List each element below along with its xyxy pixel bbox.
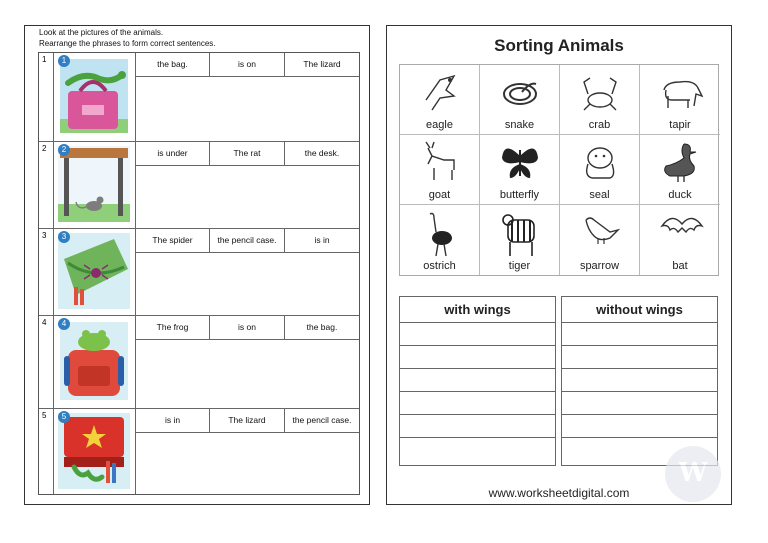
phrase-cell: is on: [210, 316, 285, 340]
answer-area[interactable]: [136, 77, 359, 141]
sentence-row: [39, 141, 359, 228]
animal-card-eagle: [400, 65, 480, 135]
without-wings-answer-line[interactable]: [562, 323, 717, 346]
phrase-cell: The frog: [136, 316, 210, 340]
row-number: 4: [39, 316, 54, 408]
phrase-cell: is on: [210, 53, 285, 77]
phrase-cell: the bag.: [285, 316, 359, 340]
phrase-cell: the bag.: [136, 53, 210, 77]
animal-card-tiger: [480, 205, 560, 275]
with-wings-answer-line[interactable]: [400, 415, 555, 438]
animal-label: eagle: [426, 119, 453, 131]
animal-label: snake: [504, 119, 535, 131]
phrase-cell: The spider: [136, 229, 210, 253]
answer-area[interactable]: [136, 166, 359, 228]
row-badge: 5: [58, 411, 70, 423]
animal-label: ostrich: [423, 260, 456, 272]
worksheet-digital-logo-icon: W: [665, 446, 721, 502]
animal-card-seal: [560, 135, 640, 205]
animal-label: tapir: [669, 119, 691, 131]
rat-under-desk-picture: [54, 142, 136, 228]
animal-card-bat: [640, 205, 720, 275]
animal-card-duck: [640, 135, 720, 205]
sentence-row: [39, 228, 359, 315]
instruction-line-2: Rearrange the phrases to form correct sentences.: [39, 39, 216, 48]
bat-icon: [660, 210, 704, 250]
animal-card-goat: [400, 135, 480, 205]
animal-card-butterfly: [480, 135, 560, 205]
phrase-cell: The rat: [210, 142, 285, 166]
animal-label: bat: [672, 260, 688, 272]
phrase-cell: the desk.: [285, 142, 359, 166]
row-number: 5: [39, 409, 54, 494]
animal-card-ostrich: [400, 205, 480, 275]
animal-card-snake: [480, 65, 560, 135]
answer-area[interactable]: [136, 340, 359, 408]
tiger-icon: [500, 210, 540, 258]
answer-area[interactable]: [136, 433, 359, 494]
phrase-cell: is under: [136, 142, 210, 166]
sentence-table: [38, 52, 360, 495]
animal-label: seal: [589, 189, 610, 201]
sparrow-icon: [580, 210, 620, 254]
goat-icon: [420, 140, 460, 184]
phrase-cell: The lizard: [285, 53, 359, 77]
worksheet-sorting-animals: [386, 25, 732, 505]
with-wings-answer-line[interactable]: [400, 438, 555, 461]
answer-area[interactable]: [136, 253, 359, 315]
animal-label: tiger: [508, 260, 531, 272]
animal-label: crab: [588, 119, 611, 131]
without-wings-answer-line[interactable]: [562, 369, 717, 392]
row-badge: 4: [58, 318, 70, 330]
butterfly-icon: [500, 140, 540, 184]
tapir-icon: [660, 70, 704, 114]
sentence-row: [39, 315, 359, 408]
animal-card-sparrow: [560, 205, 640, 275]
duck-icon: [660, 140, 700, 184]
crab-icon: [580, 70, 620, 114]
sentence-row: [39, 53, 359, 141]
animal-grid: [399, 64, 719, 276]
row-number: 3: [39, 229, 54, 315]
sentence-row: [39, 408, 359, 494]
without-wings-answer-line[interactable]: [562, 415, 717, 438]
row-badge: 1: [58, 55, 70, 67]
with-wings-answer-line[interactable]: [400, 346, 555, 369]
spider-in-pencil-case-picture: [54, 229, 136, 315]
without-wings-header: without wings: [562, 297, 717, 323]
frog-on-bag-picture: [54, 316, 136, 408]
without-wings-answer-line[interactable]: [562, 392, 717, 415]
phrase-cell: is in: [136, 409, 210, 433]
phrase-cell: the pencil case.: [210, 229, 285, 253]
animal-card-tapir: [640, 65, 720, 135]
eagle-icon: [420, 70, 460, 114]
row-number: 1: [39, 53, 54, 141]
animal-card-crab: [560, 65, 640, 135]
snake-icon: [500, 70, 540, 114]
with-wings-answer-line[interactable]: [400, 369, 555, 392]
animal-label: sparrow: [579, 260, 620, 272]
animal-label: duck: [668, 189, 692, 201]
with-wings-answer-line[interactable]: [400, 392, 555, 415]
without-wings-answer-line[interactable]: [562, 346, 717, 369]
row-number: 2: [39, 142, 54, 228]
animal-label: butterfly: [499, 189, 540, 201]
row-badge: 2: [58, 144, 70, 156]
worksheet-title: Sorting Animals: [494, 36, 624, 55]
row-badge: 3: [58, 231, 70, 243]
instruction-line-1: Look at the pictures of the animals.: [39, 28, 164, 37]
phrase-cell: is in: [285, 229, 359, 253]
footer-url: www.worksheetdigital.com: [488, 486, 630, 500]
ostrich-icon: [420, 210, 460, 258]
worksheet-sentences: [24, 25, 370, 505]
phrase-cell: The lizard: [210, 409, 285, 433]
phrase-cell: the pencil case.: [285, 409, 359, 433]
lizard-in-pencil-case-picture: [54, 409, 136, 494]
seal-icon: [580, 140, 620, 184]
without-wings-column: [561, 296, 718, 466]
lizard-on-bag-picture: [54, 53, 136, 141]
with-wings-answer-line[interactable]: [400, 323, 555, 346]
with-wings-header: with wings: [400, 297, 555, 323]
with-wings-column: [399, 296, 556, 466]
animal-label: goat: [428, 189, 451, 201]
